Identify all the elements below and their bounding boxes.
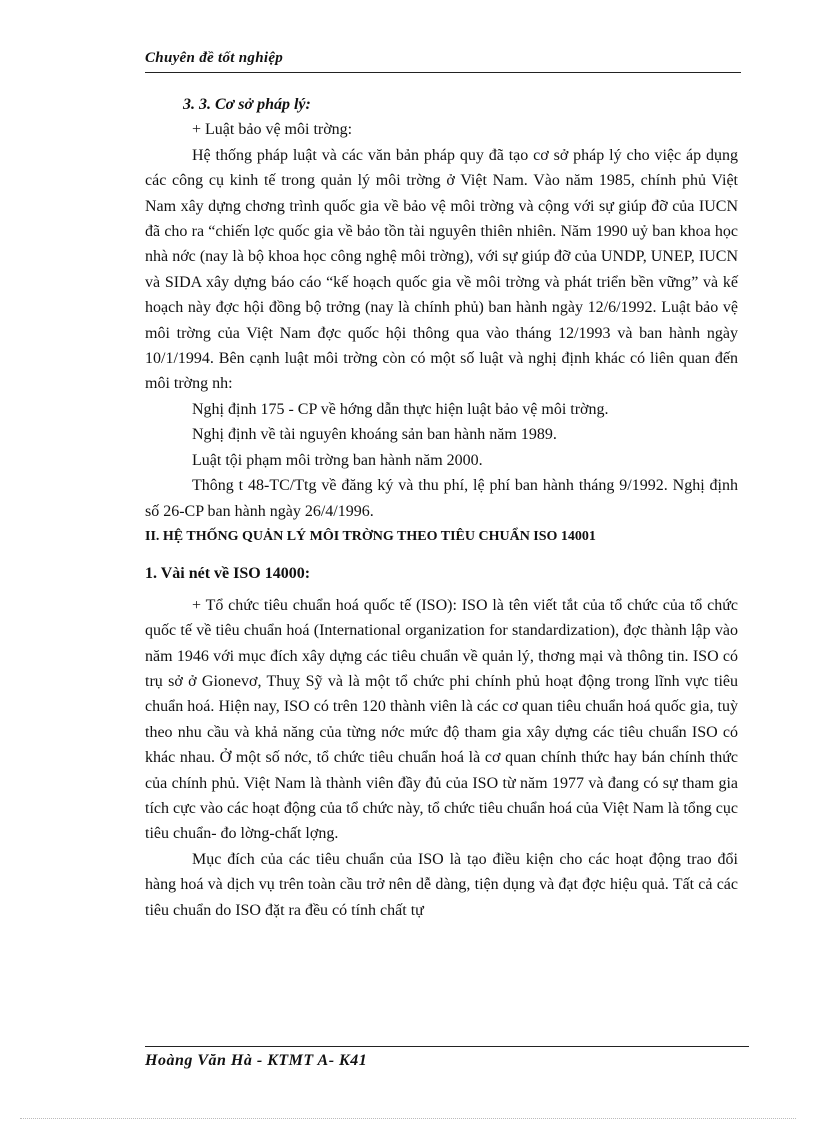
page-header: Chuyên đề tốt nghiệp xyxy=(145,50,284,66)
document-body xyxy=(145,92,738,923)
footer-divider xyxy=(145,1046,749,1047)
list-item-decree-175: Nghị định 175 - CP về hớng dẫn thực hiện luật bảo vệ môi trờng. xyxy=(192,400,609,418)
section-II-heading: II. HỆ THỐNG QUẢN LÝ MÔI TRỜNG THEO TIÊU CHUẨN ISO 14001 xyxy=(145,528,596,544)
paragraph-iso-org: + Tổ chức tiêu chuẩn hoá quốc tế (ISO): ISO là tên viết tắt của tổ chức của tổ chức quốc tế về tiêu chuẩn hoá (International organization for standardization), đợc thành lập vào năm 1946 với mục đích xây dựng các tiêu chuẩn về quản lý, thơng mại và thông tin. ISO có trụ sở ở Gionevơ, Thuỵ Sỹ và là một tổ chức phi chính phủ hoạt động trong lĩnh vực tiêu chuẩn hoá. Hiện nay, ISO có trên 120 thành viên là các cơ quan tiêu chuẩn hoá quốc gia, tuỳ theo nhu cầu và khả năng của từng nớc mức độ tham gia xây dựng các tiêu chuẩn ISO có khác nhau. Ở một số nớc, tổ chức tiêu chuẩn hoá là cơ quan chính thức hay bán chính thức của chính phủ. Việt Nam là thành viên đầy đủ của ISO từ năm 1977 và đang có sự tham gia tích cực vào các hoạt động của tổ chức này, tổ chức tiêu chuẩn hoá của Việt Nam là tổng cục tiêu chuẩn- đo lờng-chất lợng. xyxy=(145,596,738,843)
law-bullet: + Luật bảo vệ môi trờng: xyxy=(192,121,353,139)
paragraph-legal-basis: Hệ thống pháp luật và các văn bản pháp quy đã tạo cơ sở pháp lý cho việc áp dụng các công cụ kinh tế trong quản lý môi trờng ở Việt Nam. Vào năm 1985, chính phủ Việt Nam xây dựng chơng trình quốc gia về bảo vệ môi trờng và cộng với sự giúp đỡ của IUCN đã cho ra “chiến lợc quốc gia về bảo tồn tài nguyên thiên nhiên. Năm 1990 uỷ ban khoa học nhà nớc (nay là bộ khoa học công nghệ môi trờng), với sự giúp đỡ của UNDP, UNEP, IUCN và SIDA xây dựng báo cáo “kế hoạch quốc gia về môi trờng và phát triển bền vững” và kế hoạch này đợc hội đồng bộ trởng (nay là chính phủ) ban hành ngày 12/6/1992. Luật bảo vệ môi trờng của Việt Nam đợc quốc hội thông qua vào tháng 12/1993 và ban hành ngày 10/1/1994. Bên cạnh luật môi trờng còn có một số luật và nghị định khác có liên quan đến môi trờng nh: xyxy=(145,146,738,393)
subsection-1-heading: 1. Vài nét về ISO 14000: xyxy=(145,565,311,583)
list-item-mineral-decree: Nghị định về tài nguyên khoáng sản ban hành năm 1989. xyxy=(192,426,557,444)
paragraph-iso-purpose: Mục đích của các tiêu chuẩn của ISO là tạo điều kiện cho các hoạt động trao đổi hàng hoá và dịch vụ trên toàn cầu trở nên dễ dàng, tiện dụng và đạt đợc hiệu quả. Tất cả các tiêu chuẩn do ISO đặt ra đều có tính chất tự xyxy=(145,850,738,919)
page-footer: Hoàng Văn Hà - KTMT A- K41 xyxy=(145,1052,368,1069)
list-item-circular-48: Thông t 48-TC/Ttg về đăng ký và thu phí, lệ phí ban hành tháng 9/1992. Nghị định số 26-CP ban hành ngày 26/4/1996. xyxy=(145,477,738,520)
page-bottom-edge xyxy=(20,1118,796,1119)
section-3-3-heading: 3. 3. Cơ sở pháp lý: xyxy=(183,96,311,113)
list-item-crime-law: Luật tội phạm môi trờng ban hành năm 2000. xyxy=(192,451,483,469)
header-divider xyxy=(145,72,741,73)
